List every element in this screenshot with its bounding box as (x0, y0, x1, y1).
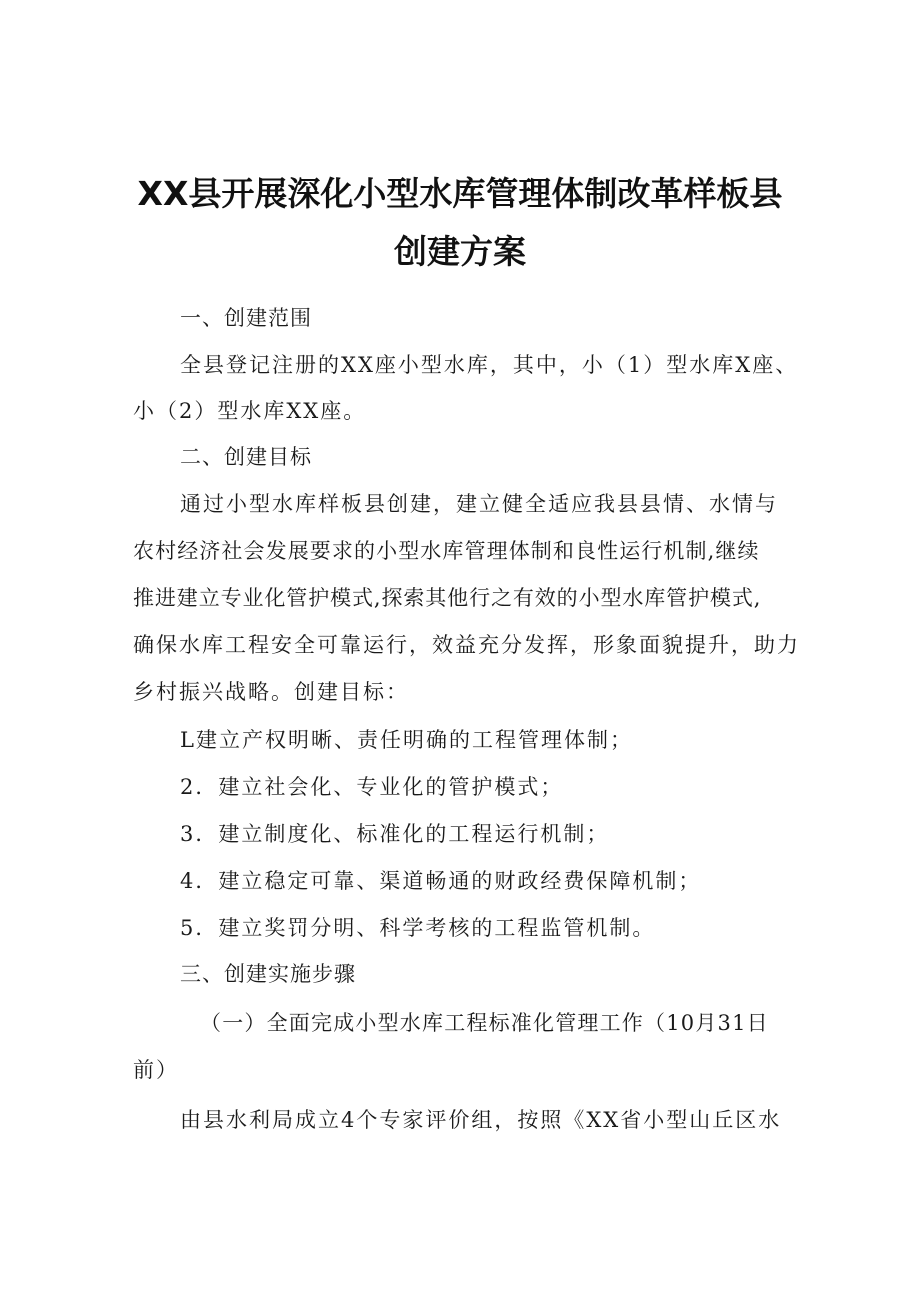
goal-item: 4．建立稳定可靠、渠道畅通的财政经费保障机制； (180, 869, 702, 893)
section-heading-goals: 二、创建目标 (180, 445, 312, 469)
goal-item: 5．建立奖罚分明、科学考核的工程监管机制。 (180, 916, 656, 940)
paragraph-line: 乡村振兴战略。创建目标： (133, 680, 409, 704)
goal-item: L建立产权明晰、责任明确的工程管理体制； (180, 728, 633, 752)
goal-item: 2．建立社会化、专业化的管护模式； (180, 775, 564, 799)
goal-item: 3．建立制度化、标准化的工程运行机制； (180, 822, 610, 846)
paragraph-line: 确保水库工程安全可靠运行，效益充分发挥，形象面貌提升，助力 (133, 633, 800, 657)
paragraph-line: 全县登记注册的XX座小型水库，其中，小（1）型水库X座、 (180, 353, 799, 377)
paragraph-line: 推进建立专业化管护模式,探索其他行之有效的小型水库管护模式, (133, 586, 762, 610)
step-heading-line: 前） (133, 1058, 179, 1082)
step-heading-line: （一）全面完成小型水库工程标准化管理工作（10月31日 (200, 1011, 769, 1035)
document-title-line-1: XX县开展深化小型水库管理体制改革样板县 (137, 174, 783, 213)
paragraph-line: 通过小型水库样板县创建，建立健全适应我县县情、水情与 (180, 492, 778, 516)
paragraph-line: 由县水利局成立4个专家评价组，按照《XX省小型山丘区水 (180, 1108, 782, 1132)
document-title-line-2: 创建方案 (394, 232, 526, 271)
section-heading-steps: 三、创建实施步骤 (180, 962, 356, 986)
paragraph-line: 农村经济社会发展要求的小型水库管理体制和良性运行机制,继续 (133, 539, 760, 563)
paragraph-line: 小（2）型水库XX座。 (133, 399, 367, 423)
section-heading-scope: 一、创建范围 (180, 306, 312, 330)
